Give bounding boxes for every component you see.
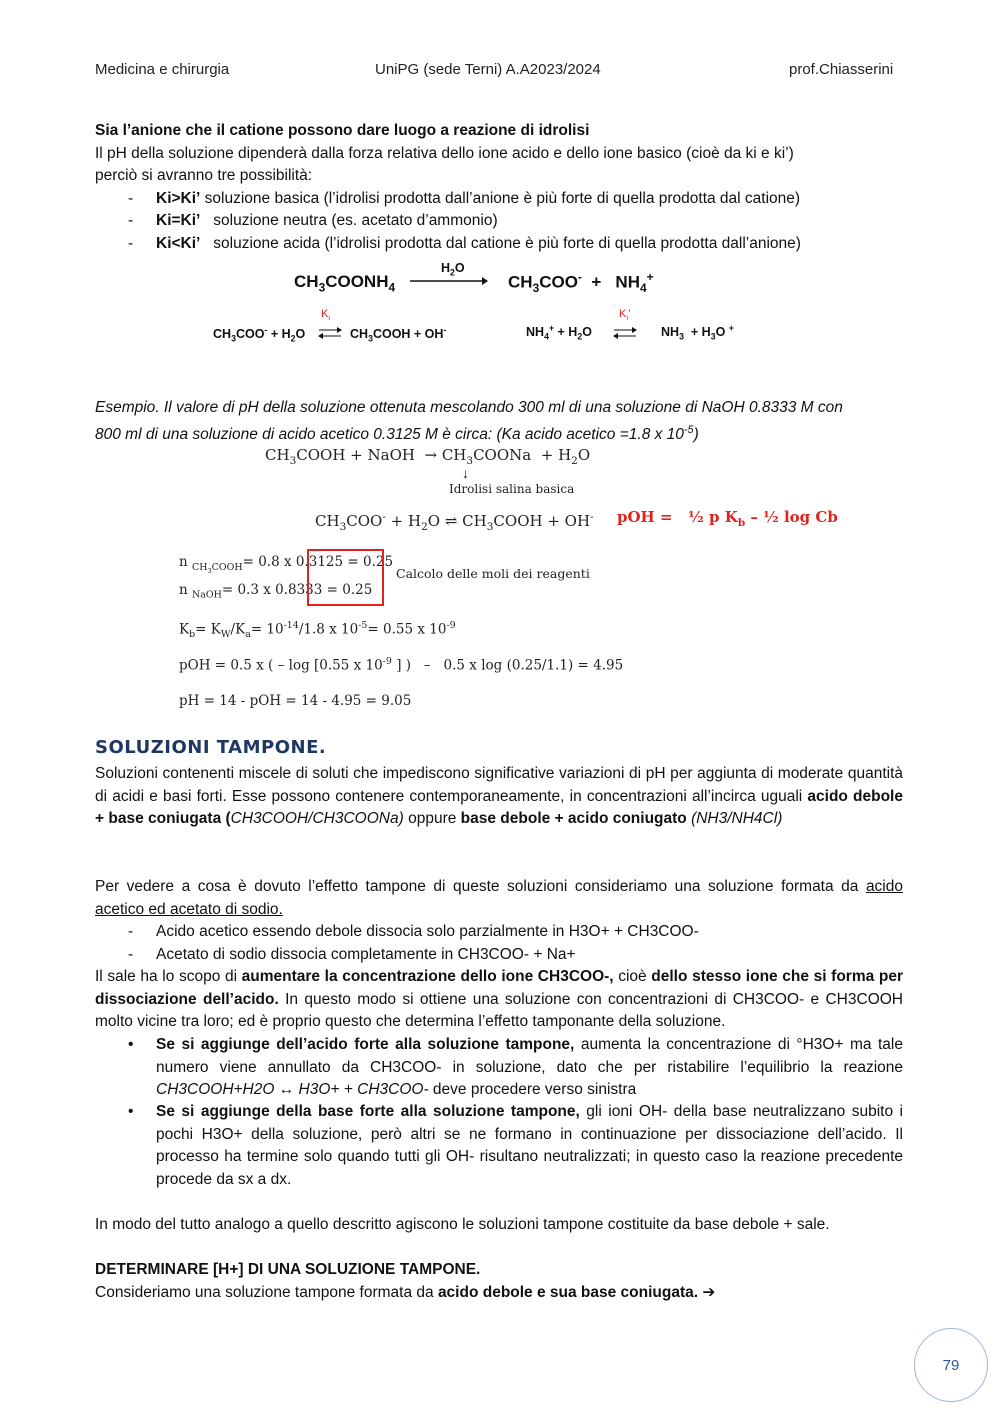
reaction-arrow-icon bbox=[408, 272, 488, 288]
paragraph-analogous: In modo del tutto analogo a quello descritto agiscono le soluzioni tampone costituite da base debole + sale. bbox=[95, 1216, 830, 1233]
moles-highlight-box bbox=[307, 549, 384, 606]
kb-calculation: $K_b= K_W/K_a= 10^{-14}/1.8$ x $10^{-5}= 0.55$ x $10^{-9}$ bbox=[179, 620, 456, 641]
paragraph-salt: Il sale ha lo scopo di aumentare la concentrazione dello ione CH3COO-, cioè dello stesso ione che si forma per dissociazione dell’acido. In questo modo si ottiene una soluzione con concentrazioni di CH3COO- e CH3COOH molto vicine tra loro; ed è proprio questo che determina l’effetto tamponante della soluzione. bbox=[95, 968, 903, 1030]
header-center: UniPG (sede Terni) A.A2023/2024 bbox=[375, 61, 601, 78]
list-text: Acido acetico essendo debole dissocia solo parzialmente in H3O+ + CH3COO- bbox=[156, 923, 699, 940]
poh-formula: pOH = ½ p $K_b$ – ½ log Cb bbox=[617, 508, 838, 529]
hydrolysis-equation: $CH_3COO^- + H_2O$ ⇌ $CH_3COOH + OH^-$ bbox=[315, 511, 594, 533]
equilibrium-a-left: $CH_3COO^- + H_2O$ bbox=[213, 325, 306, 344]
example-solution-figure bbox=[170, 440, 870, 720]
moles-base: n $_{NaOH}$= 0.3 x 0.8333 = 0.25 bbox=[179, 582, 373, 601]
moles-label: Calcolo delle moli dei reagenti bbox=[396, 566, 590, 581]
hydrolysis-label: Idrolisi salina basica bbox=[449, 482, 575, 496]
bullet-marker: • bbox=[128, 1103, 134, 1120]
paragraph-example: Per vedere a cosa è dovuto l’effetto tampone di queste soluzioni consideriamo una soluzione formata da acido acetico ed acetato di sodio. bbox=[95, 878, 903, 918]
list-key: Ki=Ki’ bbox=[156, 212, 201, 229]
list-key: Ki>Ki’ bbox=[156, 190, 201, 207]
ph-calculation: pH = 14 - pOH = 14 - 4.95 = 9.05 bbox=[179, 693, 412, 709]
equilibrium-a-right: $CH_3COOH + OH^-$ bbox=[350, 325, 447, 344]
water-label: $H_2O$ bbox=[441, 261, 465, 278]
bullet-item: • Se si aggiunge dell’acido forte alla soluzione tampone, aumenta la concentrazione di °H3O+ ma tale numero viene annullato da CH3COO- in soluzione, dato che per ristabilire l’equilibrio la reazione CH3COOH+H2O ↔ H3O+ + CH3COO- deve procedere verso sinistra bbox=[128, 1036, 903, 1098]
paragraph-definition: Soluzioni contenenti miscele di soluti che impediscono significative variazioni di pH per aggiunta di moderate quantità di acidi e basi forti. Esse possono contenere contemporaneamente, in concentrazioni all’incirca uguali acido debole + base coniugata (CH3COOH/CH3COONa) oppure base debole + acido coniugato (NH3/NH4Cl) bbox=[95, 765, 903, 827]
bullet-item: • Se si aggiunge della base forte alla soluzione tampone, gli ioni OH- della base neutralizzano subito i pochi H3O+ della soluzione, però altri se ne formano in continuazione per dissociazione dell’acido. Il processo ha termine solo quando tutti gli OH- risultano neutralizzati; in questo caso la reazione precedente procede da sx a dx. bbox=[128, 1103, 903, 1188]
list-text: soluzione neutra (es. acetato d’ammonio) bbox=[213, 212, 498, 229]
bullet-marker: • bbox=[128, 1036, 134, 1053]
reactant-formula: $CH_3COONH_4$ bbox=[294, 272, 396, 295]
moles-acid: n $_{CH_3COOH}$= 0.8 x 0.3125 = 0.25 bbox=[179, 554, 394, 575]
header-left: Medicina e chirurgia bbox=[95, 61, 230, 78]
poh-calculation: pOH = 0.5 x ( – log [0.55 x $10^{-9}$ ] ) – 0.5 x log (0.25/1.1) = 4.95 bbox=[179, 656, 624, 674]
list-marker: - bbox=[128, 946, 134, 963]
equilibrium-arrow-icon bbox=[612, 325, 638, 341]
right-arrow-icon: ➔ bbox=[702, 1284, 716, 1301]
header-right: prof.Chiasserini bbox=[789, 61, 894, 78]
list-marker: - bbox=[128, 235, 134, 252]
list-marker: - bbox=[128, 923, 134, 940]
down-arrow-icon: ↓ bbox=[462, 465, 469, 481]
subheading-determine: DETERMINARE [H+] DI UNA SOLUZIONE TAMPONE. bbox=[95, 1261, 481, 1278]
intro-line2: perciò si avranno tre possibilità: bbox=[95, 167, 313, 184]
example-line2: 800 ml di una soluzione di acido acetico 0.3125 M è circa: (Ka acido acetico =1.8 x $10^{-5}$) bbox=[95, 424, 699, 444]
neutralization-reaction: $CH_3COOH$ + NaOH → $CH_3COONa + H_2O$ bbox=[265, 446, 591, 467]
equilibrium-b-left: $NH_4^+ + H_2O$ bbox=[526, 323, 592, 342]
paragraph-consider: Consideriamo una soluzione tampone formata da acido debole e sua base coniugata. ➔ bbox=[95, 1284, 716, 1301]
list-key: Ki<Ki’ bbox=[156, 235, 201, 252]
intro-title: Sia l’anione che il catione possono dare luogo a reazione di idrolisi bbox=[95, 122, 590, 139]
list-text: soluzione basica (l’idrolisi prodotta dall’anione è più forte di quella prodotta dal catione) bbox=[204, 190, 801, 207]
list-text: soluzione acida (l’idrolisi prodotta dal catione è più forte di quella prodotta dall’anione) bbox=[213, 235, 801, 252]
section-heading: SOLUZIONI TAMPONE. bbox=[95, 737, 327, 758]
intro-line1: Il pH della soluzione dipenderà dalla forza relativa dello ione acido e dello ione basico (cioè da ki e ki’) bbox=[95, 145, 794, 162]
ki-label: $K_i$ bbox=[321, 308, 331, 323]
ki-prime-label: $K_i$’ bbox=[619, 308, 631, 323]
list-text: Acetato di sodio dissocia completamente in CH3COO- + Na+ bbox=[156, 946, 576, 963]
list-marker: - bbox=[128, 212, 134, 229]
products-formula: $CH_3COO^- + NH_4^+$ bbox=[508, 270, 654, 296]
page-number: 79 bbox=[914, 1328, 988, 1402]
equilibrium-arrow-icon bbox=[317, 325, 343, 341]
hydrolysis-figure bbox=[200, 258, 800, 353]
example-line1: Esempio. Il valore di pH della soluzione ottenuta mescolando 300 ml di una soluzione di NaOH 0.8333 M con bbox=[95, 399, 843, 416]
equilibrium-b-right: $NH_3 + H_3O$ + bbox=[661, 323, 734, 342]
list-marker: - bbox=[128, 190, 134, 207]
